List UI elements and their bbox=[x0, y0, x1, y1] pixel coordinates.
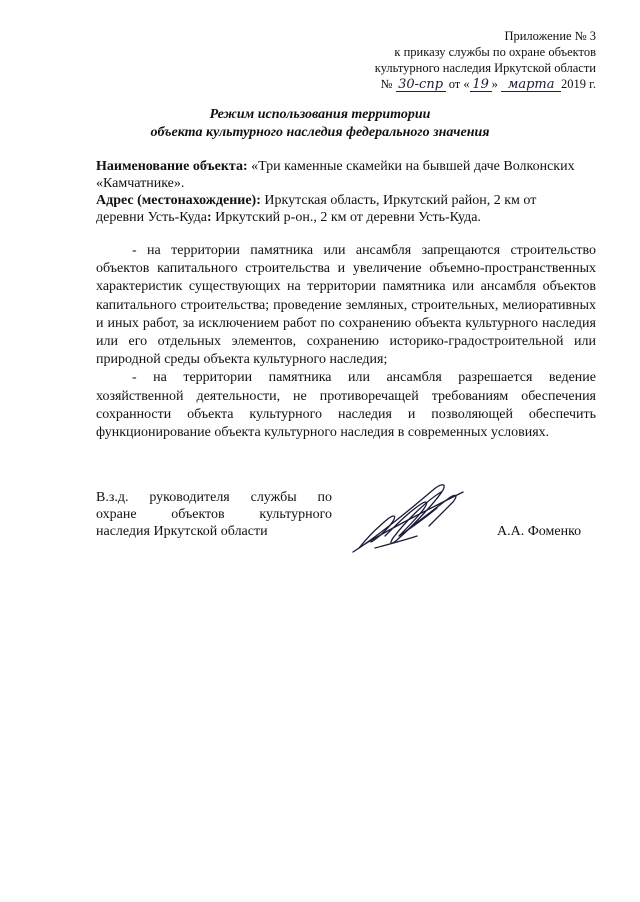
order-month-field bbox=[501, 77, 561, 92]
document-title bbox=[96, 106, 544, 142]
object-name-value: «Три каменные скамейки на бывшей даче Волконских «Камчатнике». bbox=[96, 159, 575, 191]
quote-close: » bbox=[491, 77, 498, 91]
regime-text bbox=[96, 242, 596, 442]
title-line-2: объекта культурного наследия федерального значения bbox=[150, 125, 490, 140]
from-label: от « bbox=[448, 77, 470, 91]
appendix-line-1: Приложение № 3 bbox=[504, 29, 596, 43]
object-address-block bbox=[96, 192, 586, 226]
appendix-line-2: к приказу службы по охране объектов bbox=[394, 45, 596, 59]
number-label: № bbox=[380, 77, 393, 91]
position-line-1: В.з.д. руководителя службы по bbox=[96, 490, 332, 505]
object-name-block bbox=[96, 158, 586, 192]
position-line-3: наследия Иркутской области bbox=[96, 524, 268, 539]
order-day-field bbox=[470, 77, 492, 92]
handwritten-signature bbox=[345, 478, 470, 558]
order-number-date-line bbox=[375, 76, 596, 92]
title-line-1: Режим использования территории bbox=[209, 107, 431, 122]
appendix-line-3: культурного наследия Иркутской области bbox=[374, 61, 596, 75]
paragraph-prohibited: - на территории памятника или ансамбля запрещаются строительство объектов капитального строительства и увеличение объемно-пространственных характеристик существующих на территории памятника или ансамбля объектов капитального строительства; проведение земляных, строительных, мелиоративных и иных работ, за исключением работ по сохранению объекта культурного наследия или его отдельных элементов, сохранению историко-градостроительной или природной среды объекта культурного наследия; bbox=[96, 243, 596, 368]
order-day-handwritten: 19 bbox=[472, 77, 489, 92]
object-address-value-2: Иркутский р-он., 2 км от деревни Усть-Куда. bbox=[215, 210, 481, 225]
order-number-handwritten: 30-спр bbox=[398, 77, 444, 92]
paragraph-permitted: - на территории памятника или ансамбля разрешается ведение хозяйственной деятельности, не противоречащей требованиям обеспечения сохранности объекта культурного наследия и позволяющей обеспечить функционирование объекта культурного наследия в современных условиях. bbox=[96, 370, 596, 441]
position-line-2: охране объектов культурного bbox=[96, 507, 332, 522]
order-month-handwritten: марта bbox=[507, 77, 555, 92]
address-colon: : bbox=[207, 210, 212, 225]
signatory-name: А.А. Фоменко bbox=[497, 524, 582, 539]
order-year: 2019 г. bbox=[561, 77, 596, 91]
object-address-label: Адрес (местонахождение): bbox=[96, 193, 261, 208]
object-name-label: Наименование объекта: bbox=[96, 159, 248, 174]
signatory-position bbox=[96, 489, 332, 540]
order-number-field bbox=[396, 77, 446, 92]
appendix-header bbox=[375, 28, 596, 92]
object-address-value-1: Иркутская область, Иркутский район, 2 км от деревни Усть-Куда bbox=[96, 193, 537, 225]
